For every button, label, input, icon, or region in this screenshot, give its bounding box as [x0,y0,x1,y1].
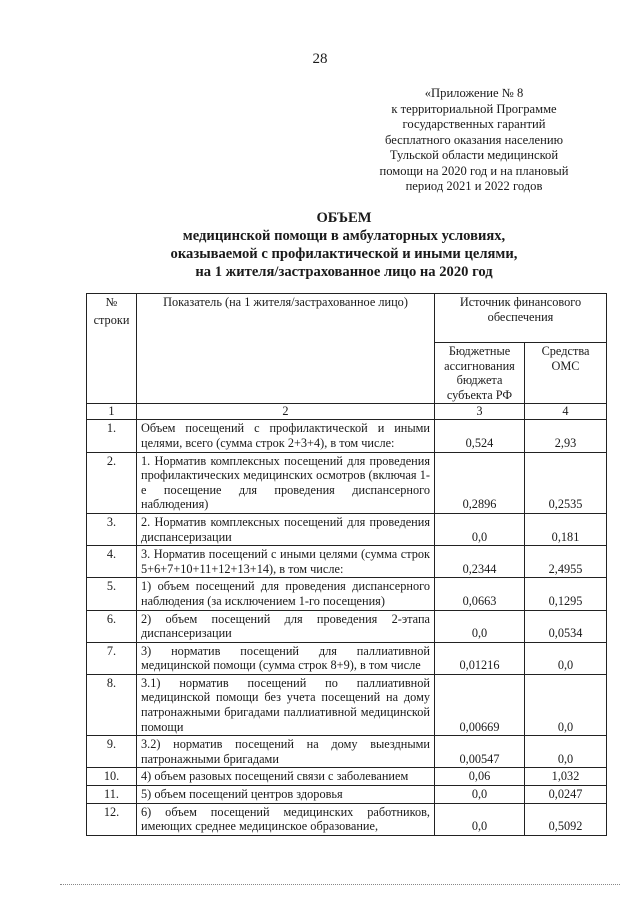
table-row [87,452,607,513]
row-number-cell: 6. [87,610,137,642]
budget-value-cell: 0,01216 [435,642,525,674]
table-row [87,674,607,735]
budget-value-cell: 0,0 [435,513,525,545]
indicator-cell: 2. Норматив комплексных посещений для проведения диспансеризации [137,513,435,545]
table-row [87,803,607,835]
oms-value-cell: 1,032 [525,768,607,786]
row-number-cell: 3. [87,513,137,545]
row-number-cell: 11. [87,786,137,804]
indicator-cell: 3.1) норматив посещений по паллиативной медицинской помощи без учета посещений на дому патронажными бригадами паллиативной медицинской помощи [137,674,435,735]
header-row-number [87,294,137,404]
table-row [87,513,607,545]
appendix-line: к территориальной Программе [391,101,557,116]
row-number-cell: 4. [87,546,137,578]
row-number-cell: 1. [87,420,137,452]
table-header-row [87,294,607,343]
budget-value-cell: 0,524 [435,420,525,452]
indicator-cell: 5) объем посещений центров здоровья [137,786,435,804]
budget-value-cell: 0,0 [435,803,525,835]
appendix-line: бесплатного оказания населению [384,132,564,147]
row-number-cell: 8. [87,674,137,735]
indicator-cell: 1) объем посещений для проведения диспансерного наблюдения (за исключением 1-го посещения) [137,578,435,610]
title-line: на 1 жителя/застрахованное лицо на 2020 год [195,264,493,280]
table-index-row [87,404,607,420]
header-no-sign: № [105,295,118,309]
budget-value-cell: 0,2896 [435,452,525,513]
indicator-cell: Объем посещений с профилактической и иными целями, всего (сумма строк 2+3+4), в том числе: [137,420,435,452]
appendix-line: помощи на 2020 год и на плановый [379,163,569,178]
oms-value-cell: 2,93 [525,420,607,452]
title-line: медицинской помощи в амбулаторных условиях, [182,228,506,244]
row-number-cell: 10. [87,768,137,786]
table-row [87,610,607,642]
title-line: ОБЪЕМ [316,210,372,226]
header-indicator: Показатель (на 1 жителя/застрахованное лицо) [137,294,435,404]
budget-value-cell: 0,0663 [435,578,525,610]
oms-value-cell: 2,4955 [525,546,607,578]
oms-value-cell: 0,5092 [525,803,607,835]
header-oms: Средства ОМС [525,343,607,404]
indicator-cell: 1. Норматив комплексных посещений для проведения профилактических медицинских осмотров (включая 1-е посещение для проведения диспансерного наблюдения) [137,452,435,513]
budget-value-cell: 0,06 [435,768,525,786]
row-number-cell: 12. [87,803,137,835]
budget-value-cell: 0,00669 [435,674,525,735]
index-cell: 4 [525,404,607,420]
budget-value-cell: 0,0 [435,610,525,642]
table-row [87,786,607,804]
budget-value-cell: 0,0 [435,786,525,804]
oms-value-cell: 0,2535 [525,452,607,513]
budget-value-cell: 0,2344 [435,546,525,578]
footer-divider [60,884,620,885]
document-title [60,209,628,281]
oms-value-cell: 0,181 [525,513,607,545]
table-row [87,736,607,768]
header-budget: Бюджетные ассигнования бюджета субъекта РФ [435,343,525,404]
oms-value-cell: 0,0 [525,642,607,674]
indicator-cell: 3) норматив посещений для паллиативной медицинской помощи (сумма строк 8+9), в том числе [137,642,435,674]
oms-value-cell: 0,0 [525,736,607,768]
appendix-line: период 2021 и 2022 годов [405,179,543,193]
indicator-cell: 6) объем посещений медицинских работников, имеющих среднее медицинское образование, [137,803,435,835]
appendix-line: Тульской области медицинской [389,148,559,162]
header-sources: Источник финансового обеспечения [435,294,607,343]
title-line: оказываемой с профилактической и иными целями, [170,246,518,262]
oms-value-cell: 0,1295 [525,578,607,610]
oms-value-cell: 0,0247 [525,786,607,804]
row-number-cell: 2. [87,452,137,513]
table-row [87,546,607,578]
row-number-cell: 5. [87,578,137,610]
row-number-cell: 9. [87,736,137,768]
table-row [87,420,607,452]
header-no-word: строки [93,312,130,327]
budget-value-cell: 0,00547 [435,736,525,768]
index-cell: 3 [435,404,525,420]
volume-table [86,293,607,836]
indicator-cell: 4) объем разовых посещений связи с заболеванием [137,768,435,786]
indicator-cell: 3.2) норматив посещений на дому выездными патронажными бригадами [137,736,435,768]
row-number-cell: 7. [87,642,137,674]
table-row [87,642,607,674]
index-cell: 1 [87,404,137,420]
appendix-note [362,86,586,195]
table-row [87,578,607,610]
page-number: 28 [312,51,328,67]
table-row [87,768,607,786]
indicator-cell: 3. Норматив посещений с иными целями (сумма строк 5+6+7+10+11+12+13+14), в том числе: [137,546,435,578]
oms-value-cell: 0,0 [525,674,607,735]
indicator-cell: 2) объем посещений для проведения 2-этапа диспансеризации [137,610,435,642]
index-cell: 2 [137,404,435,420]
appendix-line: государственных гарантий [402,117,546,131]
appendix-line: «Приложение № 8 [424,86,524,100]
oms-value-cell: 0,0534 [525,610,607,642]
